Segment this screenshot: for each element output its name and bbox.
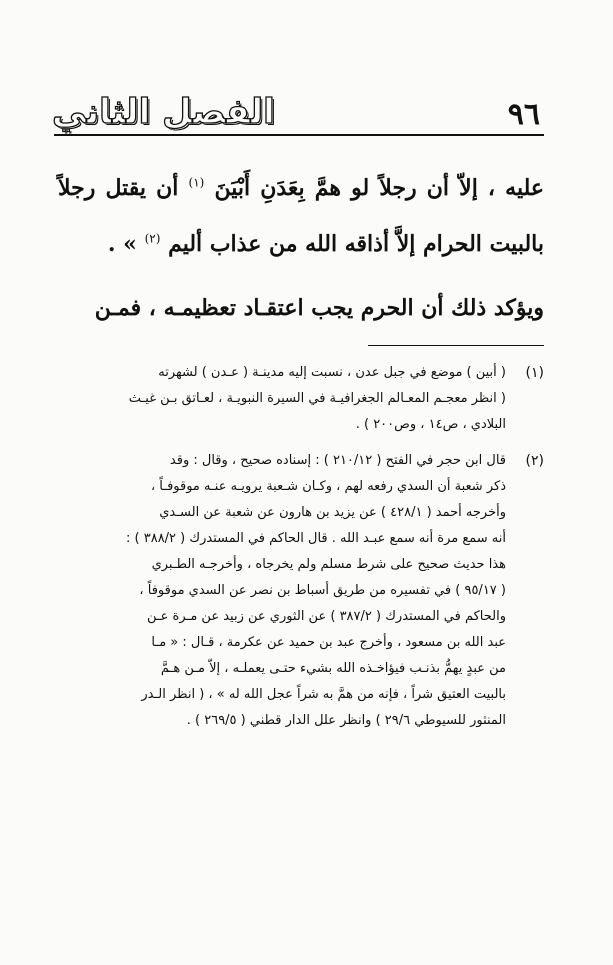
footnote-line: المنثور للسيوطي ٢٩/٦ ) وانظر علل الدار قطني ( ٢٦٩/٥ ) . (186, 713, 506, 728)
chapter-title: الفصل الثاني (52, 92, 275, 132)
footnote-2 (54, 448, 544, 734)
paragraph-1-line-2-before: بالبيت الحرام إلاَّ أذاقه الله من عذاب أليم (168, 231, 544, 257)
footnote-line: هذا حديث صحيح على شرط مسلم ولم يخرجاه ، وأخرجـه الطـبري (151, 557, 506, 572)
footnote-ref-2: (٢) (144, 231, 161, 246)
footnote-ref-1: (١) (188, 175, 205, 190)
paragraph-1-line-1-after: أن يقتل رجلاً (58, 175, 179, 201)
footnote-separator (368, 345, 544, 346)
paragraph-1 (58, 160, 544, 272)
footnote-line: وأخرجه أحمد ( ٤٢٨/١ ) عن يزيد بن هارون عن شعبة عن السـدي (159, 505, 506, 520)
footnote-1 (54, 360, 544, 438)
paragraph-2: ويؤكد ذلك أن الحرم يجب اعتقـاد تعظيمـه ، فمـن (94, 295, 544, 321)
paragraph-1-line-2-after: » . (107, 231, 137, 257)
footnote-number: (٢) (525, 453, 544, 469)
main-text (58, 160, 544, 336)
footnote-line: قال ابن حجر في الفتح ( ٢١٠/١٢ ) : إسناده صحيح ، وقال : وقد (169, 453, 506, 468)
footnote-line: عبد الله بن مسعود ، وأخرج عبد بن حميد عن عكرمة ، قـال : « مـا (151, 635, 506, 650)
footnote-line: من عبدٍ يهمُّ بذنـب فيؤاخـذه الله بشيء حتـى يعملـه ، إلاّ مـن هـمَّ (160, 661, 506, 676)
footnotes (54, 360, 544, 744)
paragraph-1-line-1-before: عليه ، إلاّ أن رجلاً لو همَّ بِعَدَنِ أَبْيَنَ (214, 175, 544, 201)
footnote-line: بالبيت العتيق شراً ، فإنه من همَّ به شراً عجل الله له » ، ( انظر الـدر (141, 687, 506, 702)
header-rule (54, 134, 544, 136)
page-number: ٩٦ (507, 97, 540, 132)
footnote-line: والحاكم في المستدرك ( ٣٨٧/٢ ) عن الثوري عن زبيد عن مـرة عـن (146, 609, 506, 624)
footnote-line: ( ٩٥/١٧ ) في تفسيره من طريق أسباط بن نصر عن السدي موقوفاً ، (139, 583, 506, 598)
footnote-line: ( أبين ) موضع في جبل عدن ، نسبت إليه مدينـة ( عـدن ) لشهرته (158, 365, 506, 380)
footnote-line: ذكر شعبة أن السدي رفعه لهم ، وكـان شـعبة يرويـه عنـه موقوفـاً ، (150, 479, 506, 494)
footnote-line: أنه سمع مرة أنه سمع عبـد الله . قال الحاكم في المستدرك ( ٣٨٨/٢ ) : (126, 531, 506, 546)
footnote-text (54, 448, 506, 734)
footnote-line: البلادي ، ص١٤ ، وص٢٠٠ ) . (355, 417, 506, 432)
page-header (52, 84, 542, 132)
footnote-number: (١) (525, 365, 544, 381)
footnote-text (54, 360, 506, 438)
footnote-line: ( انظر معجـم المعـالم الجغرافيـة في السيرة النبويـة ، لعـاتق بـن غيـث (128, 391, 506, 406)
